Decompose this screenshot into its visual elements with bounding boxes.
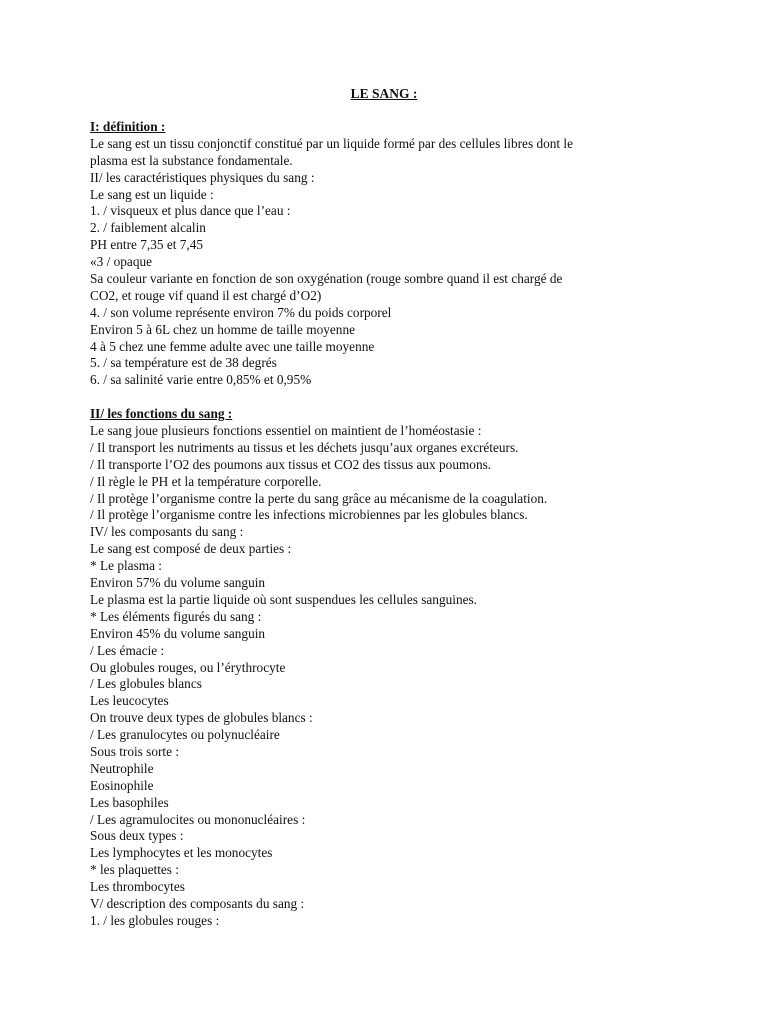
text-line: Environ 5 à 6L chez un homme de taille moyenne [90, 321, 355, 337]
text-line: / Il transporte l’O2 des poumons aux tissus et CO2 des tissus aux poumons. [90, 456, 492, 472]
text-line: / Les émacie : [90, 642, 165, 658]
text-line: Les leucocytes [90, 693, 169, 709]
text-line: Environ 57% du volume sanguin [90, 575, 266, 591]
text-line: Les thrombocytes [90, 879, 185, 895]
text-line: Sous deux types : [90, 828, 184, 844]
section-definition-lines [90, 136, 690, 389]
document-body [90, 119, 690, 930]
text-line: Sa couleur variante en fonction de son oxygénation (rouge sombre quand il est chargé de [90, 271, 563, 287]
text-line: / Il protège l’organisme contre les infections microbiennes par les globules blancs. [90, 507, 528, 523]
text-line: Les basophiles [90, 794, 169, 810]
text-line: 5. / sa température est de 38 degrés [90, 355, 277, 371]
text-line: Ou globules rouges, ou l’érythrocyte [90, 659, 286, 675]
text-line: Le plasma est la partie liquide où sont suspendues les cellules sanguines. [90, 591, 477, 607]
text-line: II/ les caractéristiques physiques du sang : [90, 169, 315, 185]
text-line: «3 / opaque [90, 254, 153, 270]
text-line: 1. / visqueux et plus dance que l’eau : [90, 203, 291, 219]
text-line: 4 à 5 chez une femme adulte avec une taille moyenne [90, 338, 375, 354]
section-heading-definition: I: définition : [90, 119, 166, 134]
text-line: / Il transport les nutriments au tissus et les déchets jusqu’aux organes excréteurs. [90, 439, 519, 455]
text-line: Le sang est composé de deux parties : [90, 541, 292, 557]
text-line: 4. / son volume représente environ 7% du poids corporel [90, 304, 392, 320]
text-line: CO2, et rouge vif quand il est chargé d’O2) [90, 287, 322, 303]
text-line: / Il règle le PH et la température corporelle. [90, 473, 322, 489]
text-line: / Les globules blancs [90, 676, 202, 692]
text-line: plasma est la substance fondamentale. [90, 152, 293, 168]
text-line: PH entre 7,35 et 7,45 [90, 237, 204, 253]
section-fonctions-lines [90, 423, 690, 930]
text-line: 6. / sa salinité varie entre 0,85% et 0,95% [90, 372, 312, 388]
text-line: Les lymphocytes et les monocytes [90, 845, 273, 861]
section-heading-fonctions: II/ les fonctions du sang : [90, 406, 233, 422]
text-line: Le sang est un liquide : [90, 186, 214, 202]
text-line: On trouve deux types de globules blancs : [90, 710, 313, 726]
text-line: 2. / faiblement alcalin [90, 220, 206, 236]
paragraph-gap [90, 389, 690, 406]
text-line: / Il protège l’organisme contre la perte du sang grâce au mécanisme de la coagulation. [90, 490, 548, 506]
text-line: / Les agramulocites ou mononucléaires : [90, 811, 306, 827]
text-line: Neutrophile [90, 760, 154, 776]
text-line: Environ 45% du volume sanguin [90, 625, 266, 641]
document-title: LE SANG : [350, 86, 418, 101]
text-line: Le sang est un tissu conjonctif constitué par un liquide formé par des cellules libres dont le [90, 135, 573, 151]
text-line: Eosinophile [90, 777, 154, 793]
text-line: 1. / les globules rouges : [90, 912, 220, 928]
text-line: Sous trois sorte : [90, 743, 180, 759]
text-line: / Les granulocytes ou polynucléaire [90, 727, 280, 743]
text-line: IV/ les composants du sang : [90, 524, 244, 540]
text-line: * les plaquettes : [90, 862, 179, 878]
text-line: Le sang joue plusieurs fonctions essentiel on maintient de l’homéostasie : [90, 423, 482, 439]
text-line: V/ description des composants du sang : [90, 895, 305, 911]
text-line: * Les éléments figurés du sang : [90, 608, 262, 624]
text-line: * Le plasma : [90, 558, 163, 574]
